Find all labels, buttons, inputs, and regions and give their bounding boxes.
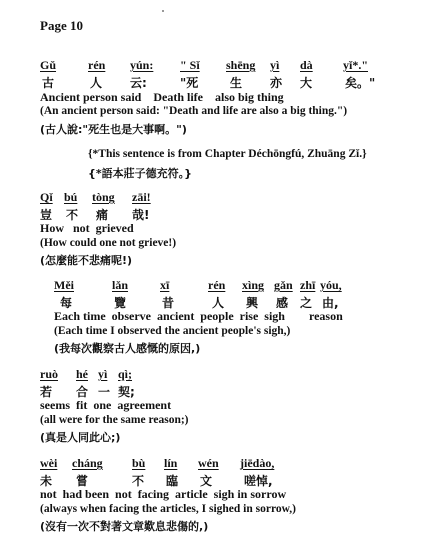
pinyin-word: lǎn: [112, 278, 129, 292]
hanzi-char: 一: [98, 385, 111, 399]
hanzi-char: 契;: [118, 385, 135, 399]
pinyin-word: rén: [88, 58, 106, 72]
pinyin-word: yì: [270, 58, 280, 72]
gloss-line: How not grieved: [40, 221, 134, 235]
hanzi-char: 由,: [322, 296, 339, 310]
hanzi-char: 興: [246, 296, 259, 310]
hanzi-char: 大: [300, 76, 313, 90]
hanzi-char: 不: [132, 474, 145, 488]
pinyin-word: qì;: [118, 367, 133, 381]
chinese-translation-line: (真是人同此心;): [40, 431, 121, 444]
hanzi-char: 覽: [114, 296, 127, 310]
hanzi-char: 痛: [96, 208, 109, 222]
pinyin-word: wén: [198, 456, 219, 470]
pinyin-word: wèi: [40, 456, 58, 470]
gloss-line: not had been not facing article sigh in sorrow: [40, 487, 287, 501]
pinyin-word: gǎn: [274, 278, 293, 292]
hanzi-char: 嗟悼,: [244, 474, 273, 488]
pinyin-word: yún:: [130, 58, 154, 72]
hanzi-char: 豈: [40, 208, 53, 222]
hanzi-char: 哉!: [132, 208, 150, 222]
hanzi-char: 古: [42, 76, 55, 90]
hanzi-char: 人: [90, 76, 103, 90]
hanzi-char: 云:: [130, 76, 147, 90]
note-chinese: {*語本莊子德充符。}: [88, 167, 192, 180]
hanzi-char: 合: [76, 385, 89, 399]
hanzi-char: 未: [40, 474, 53, 488]
hanzi-char: 文: [200, 474, 213, 488]
pinyin-word: bù: [132, 456, 146, 470]
page-number: Page 10: [40, 18, 83, 33]
pinyin-word: zhī: [300, 278, 316, 292]
pinyin-word: yì: [98, 367, 108, 381]
translation-line: (all were for the same reason;): [40, 414, 189, 426]
pinyin-word: dà: [300, 58, 313, 72]
pinyin-word: Qǐ: [40, 190, 53, 204]
pinyin-word: yóu,: [320, 278, 342, 292]
pinyin-word: xī: [160, 278, 170, 292]
gloss-line: Each time observe ancient people rise sigh reason: [54, 309, 343, 323]
pinyin-word: Měi: [54, 278, 74, 292]
pinyin-word: rén: [208, 278, 226, 292]
chinese-translation-line: (古人說:"死生也是大事啊。"): [40, 123, 187, 136]
hanzi-char: 不: [66, 208, 79, 222]
gloss-line: seems fit one agreement: [40, 398, 172, 412]
hanzi-char: 人: [212, 296, 225, 310]
translation-line: (Each time I observed the ancient people's sigh,): [54, 325, 291, 337]
translation-line: (always when facing the articles, I sighed in sorrow,): [40, 503, 296, 515]
hanzi-char: 矣。": [345, 76, 376, 90]
hanzi-char: 感: [276, 296, 289, 310]
scan-speck: [162, 10, 164, 12]
pinyin-word: cháng: [72, 456, 103, 470]
hanzi-char: 之: [300, 296, 313, 310]
hanzi-char: "死: [180, 76, 199, 90]
chinese-translation-line: (我每次觀察古人感慨的原因,): [54, 342, 201, 355]
pinyin-word: shēng: [226, 58, 256, 72]
pinyin-word: bú: [64, 190, 78, 204]
pinyin-word: hé: [76, 367, 88, 381]
pinyin-word: xìng: [242, 278, 265, 292]
pinyin-word: Gǔ: [40, 58, 57, 72]
pinyin-word: lín: [164, 456, 178, 470]
hanzi-char: 亦: [270, 76, 283, 90]
hanzi-char: 臨: [166, 474, 179, 488]
pinyin-word: " Sǐ: [180, 58, 200, 72]
hanzi-char: 嘗: [76, 474, 89, 488]
hanzi-char: 昔: [162, 296, 175, 310]
chinese-translation-line: (怎麼能不悲痛呢!): [40, 254, 133, 267]
note-english: {*This sentence is from Chapter Déchōngfú, Zhuāng Zǐ.}: [88, 148, 367, 160]
pinyin-word: yǐ*.": [343, 58, 368, 72]
pinyin-word: ruò: [40, 367, 58, 381]
hanzi-char: 生: [230, 76, 243, 90]
gloss-line: Ancient person said Death life also big thing: [40, 90, 284, 104]
hanzi-char: 若: [40, 385, 53, 399]
translation-line: (How could one not grieve!): [40, 237, 177, 249]
chinese-translation-line: (沒有一次不對著文章歎息悲傷的,): [40, 520, 209, 533]
pinyin-word: jiēdào,: [240, 456, 275, 470]
pinyin-word: tòng: [92, 190, 115, 204]
translation-line: (An ancient person said: "Death and life are also a big thing."): [40, 105, 348, 117]
hanzi-char: 每: [60, 296, 73, 310]
pinyin-word: zāi!: [132, 190, 151, 204]
